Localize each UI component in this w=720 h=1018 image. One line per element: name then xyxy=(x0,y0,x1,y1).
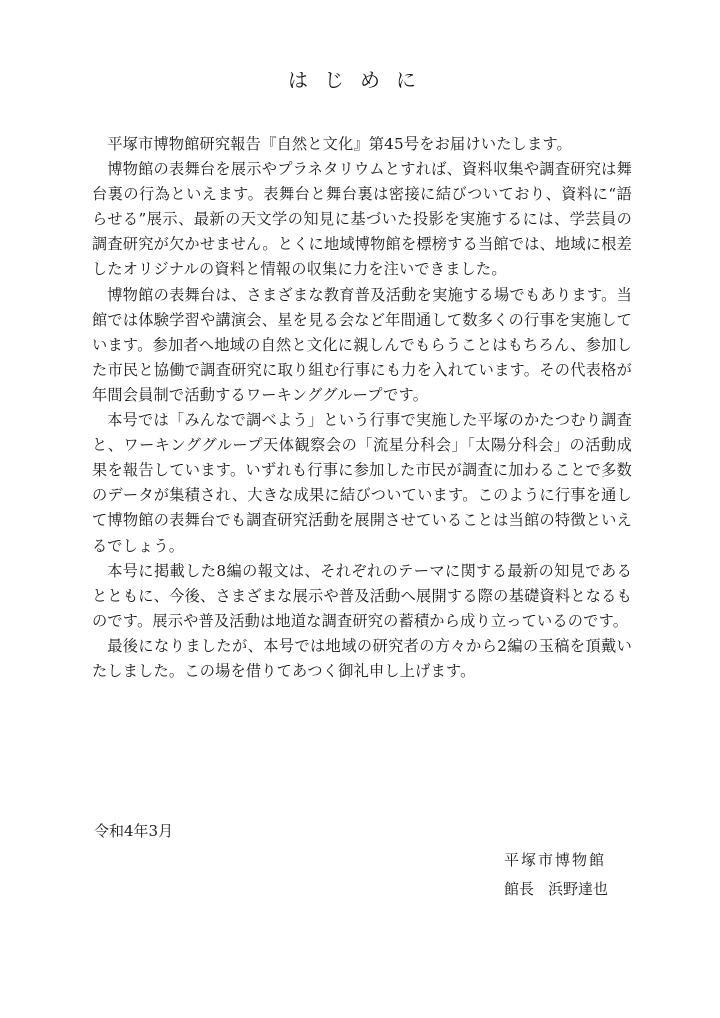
signer-title: 館長 xyxy=(504,880,535,898)
paragraph-1: 平塚市博物館研究報告『自然と文化』第45号をお届けいたします。 xyxy=(107,135,572,153)
paragraph-6: 最後になりましたが、本号では地域の研究者の方々から2編の玉稿を頂戴いたしました。この場を借りてあつく御礼申し上げます。 xyxy=(92,636,632,680)
paragraph-5: 本号に掲載した8編の報文は、それぞれのテーマに関する最新の知見であるとともに、今後、さまざまな展示や普及活動へ展開する際の基礎資料となるものです。展示や普及活動は地道な調査研究の蓄積から成り立っているのです。 xyxy=(92,561,632,630)
signature xyxy=(504,878,608,899)
paragraph-4: 本号では「みんなで調べよう」という行事で実施した平塚のかたつむり調査と、ワーキンググループ天体観察会の「流星分科会」「太陽分科会」の活動成果を報告しています。いずれも行事に参加した市民が調査に加わることで多数のデータが集積され、大きな成果に結びついています。このように行事を通して博物館の表舞台でも調査研究活動を展開させていることは当館の特徴といえるでしょう。 xyxy=(92,411,632,555)
body-text xyxy=(92,132,632,684)
paragraph-2: 博物館の表舞台を展示やプラネタリウムとすれば、資料収集や調査研究は舞台裏の行為といえます。表舞台と舞台裏は密接に結びついており、資料に“語らせる”展示、最新の天文学の知見に基づいた投影を実施するには、学芸員の調査研究が欠かせません。とくに地域博物館を標榜する当館では、地域に根差したオリジナルの資料と情報の収集に力を注いできました。 xyxy=(92,160,632,279)
date: 令和4年3月 xyxy=(94,822,174,840)
paragraph-3: 博物館の表舞台は、さまざまな教育普及活動を実施する場でもあります。当館では体験学習や講演会、星を見る会など年間通して数多くの行事を実施しています。参加者へ地域の自然と文化に親しんでもらうことはもちろん、参加した市民と協働で調査研究に取り組む行事にも力を入れています。その代表格が年間会員制で活動するワーキンググループです。 xyxy=(92,285,632,404)
signer-name: 浜野達也 xyxy=(548,880,609,898)
organization-name: 平塚市博物館 xyxy=(504,851,607,869)
page-title: はじめに xyxy=(288,68,432,92)
